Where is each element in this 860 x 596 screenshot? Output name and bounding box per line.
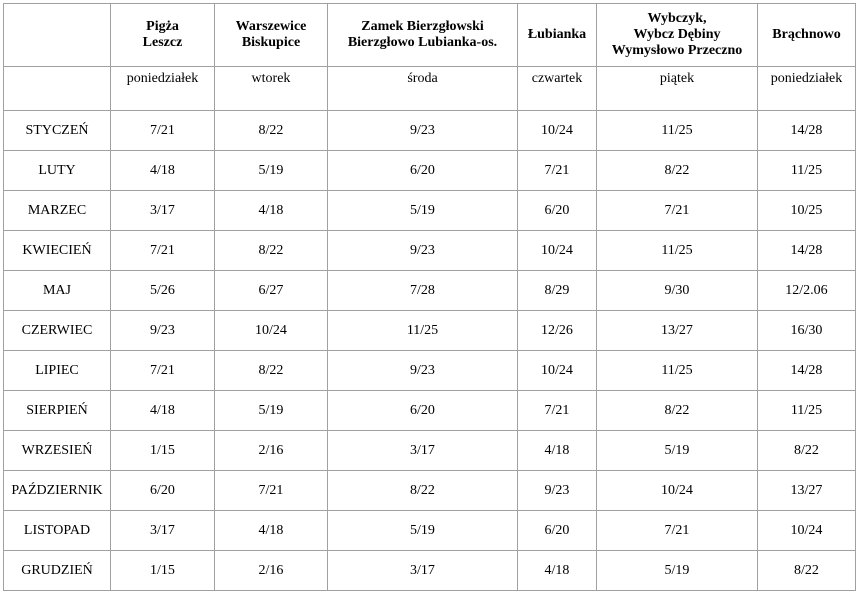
location-name-line: Wybczyk, <box>647 11 707 26</box>
month-row <box>4 151 856 191</box>
date-cell: 10/24 <box>518 351 597 391</box>
month-name-cell: PAŹDZIERNIK <box>4 471 111 511</box>
date-cell: 13/27 <box>758 471 856 511</box>
location-name-line: Zamek Bierzgłowski <box>361 19 484 34</box>
date-cell: 5/19 <box>215 151 328 191</box>
date-cell: 4/18 <box>111 151 215 191</box>
location-name-line: Warszewice <box>235 19 307 34</box>
date-cell: 7/21 <box>111 231 215 271</box>
weekday-cell: środa <box>328 67 518 111</box>
date-cell: 8/22 <box>597 391 758 431</box>
month-row <box>4 511 856 551</box>
month-name-cell: MAJ <box>4 271 111 311</box>
date-cell: 10/24 <box>597 471 758 511</box>
date-cell: 10/24 <box>215 311 328 351</box>
date-cell: 4/18 <box>518 551 597 591</box>
date-cell: 3/17 <box>328 431 518 471</box>
date-cell: 11/25 <box>758 151 856 191</box>
date-cell: 9/23 <box>111 311 215 351</box>
month-row <box>4 431 856 471</box>
date-cell: 7/21 <box>518 391 597 431</box>
date-cell: 5/19 <box>597 431 758 471</box>
date-cell: 3/17 <box>328 551 518 591</box>
month-name-cell: WRZESIEŃ <box>4 431 111 471</box>
date-cell: 2/16 <box>215 551 328 591</box>
location-header <box>518 4 597 67</box>
date-cell: 2/16 <box>215 431 328 471</box>
date-cell: 9/30 <box>597 271 758 311</box>
location-name-line: Biskupice <box>241 35 301 50</box>
month-name-cell: LISTOPAD <box>4 511 111 551</box>
month-row <box>4 391 856 431</box>
month-name-cell: LIPIEC <box>4 351 111 391</box>
month-row <box>4 271 856 311</box>
date-cell: 9/23 <box>328 111 518 151</box>
date-cell: 5/19 <box>215 391 328 431</box>
location-header <box>111 4 215 67</box>
location-header <box>758 4 856 67</box>
date-cell: 7/28 <box>328 271 518 311</box>
date-cell: 4/18 <box>518 431 597 471</box>
date-cell: 8/22 <box>758 431 856 471</box>
date-cell: 7/21 <box>111 111 215 151</box>
date-cell: 4/18 <box>215 511 328 551</box>
location-name-line: Bierzgłowo Lubianka-os. <box>347 35 498 50</box>
weekday-cell: wtorek <box>215 67 328 111</box>
location-name-line: Brąchnowo <box>772 27 841 42</box>
date-cell: 8/22 <box>215 231 328 271</box>
date-cell: 10/25 <box>758 191 856 231</box>
date-cell: 12/2.06 <box>758 271 856 311</box>
weekday-cell: piątek <box>597 67 758 111</box>
weekday-corner-cell <box>4 67 111 111</box>
date-cell: 3/17 <box>111 511 215 551</box>
date-cell: 7/21 <box>215 471 328 511</box>
weekday-row <box>4 67 856 111</box>
month-name-cell: SIERPIEŃ <box>4 391 111 431</box>
month-row <box>4 111 856 151</box>
date-cell: 9/23 <box>328 231 518 271</box>
month-row <box>4 191 856 231</box>
date-cell: 6/20 <box>328 151 518 191</box>
location-header <box>597 4 758 67</box>
date-cell: 11/25 <box>328 311 518 351</box>
date-cell: 10/24 <box>758 511 856 551</box>
month-row <box>4 471 856 511</box>
date-cell: 4/18 <box>111 391 215 431</box>
corner-cell <box>4 4 111 67</box>
date-cell: 3/17 <box>111 191 215 231</box>
date-cell: 11/25 <box>758 391 856 431</box>
weekday-cell: poniedziałek <box>111 67 215 111</box>
date-cell: 6/27 <box>215 271 328 311</box>
location-header <box>328 4 518 67</box>
date-cell: 8/29 <box>518 271 597 311</box>
month-name-cell: KWIECIEŃ <box>4 231 111 271</box>
date-cell: 7/21 <box>518 151 597 191</box>
month-rows <box>4 111 856 591</box>
date-cell: 12/26 <box>518 311 597 351</box>
date-cell: 7/21 <box>597 511 758 551</box>
date-cell: 14/28 <box>758 231 856 271</box>
month-row <box>4 551 856 591</box>
date-cell: 5/19 <box>597 551 758 591</box>
date-cell: 13/27 <box>597 311 758 351</box>
date-cell: 5/19 <box>328 191 518 231</box>
date-cell: 6/20 <box>111 471 215 511</box>
location-name-line: Wymysłowo Przeczno <box>611 43 743 58</box>
month-name-cell: CZERWIEC <box>4 311 111 351</box>
date-cell: 7/21 <box>111 351 215 391</box>
date-cell: 11/25 <box>597 351 758 391</box>
date-cell: 5/19 <box>328 511 518 551</box>
date-cell: 6/20 <box>518 191 597 231</box>
date-cell: 11/25 <box>597 231 758 271</box>
date-cell: 9/23 <box>518 471 597 511</box>
location-name-line: Pigża <box>146 19 179 34</box>
date-cell: 11/25 <box>597 111 758 151</box>
date-cell: 5/26 <box>111 271 215 311</box>
month-name-cell: STYCZEŃ <box>4 111 111 151</box>
month-row <box>4 351 856 391</box>
month-name-cell: GRUDZIEŃ <box>4 551 111 591</box>
month-name-cell: MARZEC <box>4 191 111 231</box>
location-name-line: Wybcz Dębiny <box>633 27 721 42</box>
date-cell: 1/15 <box>111 431 215 471</box>
date-cell: 8/22 <box>215 111 328 151</box>
collection-schedule-table <box>3 3 856 591</box>
weekday-cell: czwartek <box>518 67 597 111</box>
month-name-cell: LUTY <box>4 151 111 191</box>
weekday-cell: poniedziałek <box>758 67 856 111</box>
date-cell: 14/28 <box>758 351 856 391</box>
date-cell: 8/22 <box>215 351 328 391</box>
date-cell: 6/20 <box>518 511 597 551</box>
date-cell: 6/20 <box>328 391 518 431</box>
date-cell: 14/28 <box>758 111 856 151</box>
date-cell: 16/30 <box>758 311 856 351</box>
month-row <box>4 231 856 271</box>
date-cell: 10/24 <box>518 111 597 151</box>
date-cell: 8/22 <box>328 471 518 511</box>
date-cell: 1/15 <box>111 551 215 591</box>
date-cell: 8/22 <box>597 151 758 191</box>
date-cell: 10/24 <box>518 231 597 271</box>
date-cell: 7/21 <box>597 191 758 231</box>
date-cell: 9/23 <box>328 351 518 391</box>
location-header <box>215 4 328 67</box>
location-header-row <box>4 4 856 67</box>
month-row <box>4 311 856 351</box>
date-cell: 4/18 <box>215 191 328 231</box>
date-cell: 8/22 <box>758 551 856 591</box>
location-name-line: Leszcz <box>142 35 183 50</box>
location-name-line: Łubianka <box>527 27 587 42</box>
